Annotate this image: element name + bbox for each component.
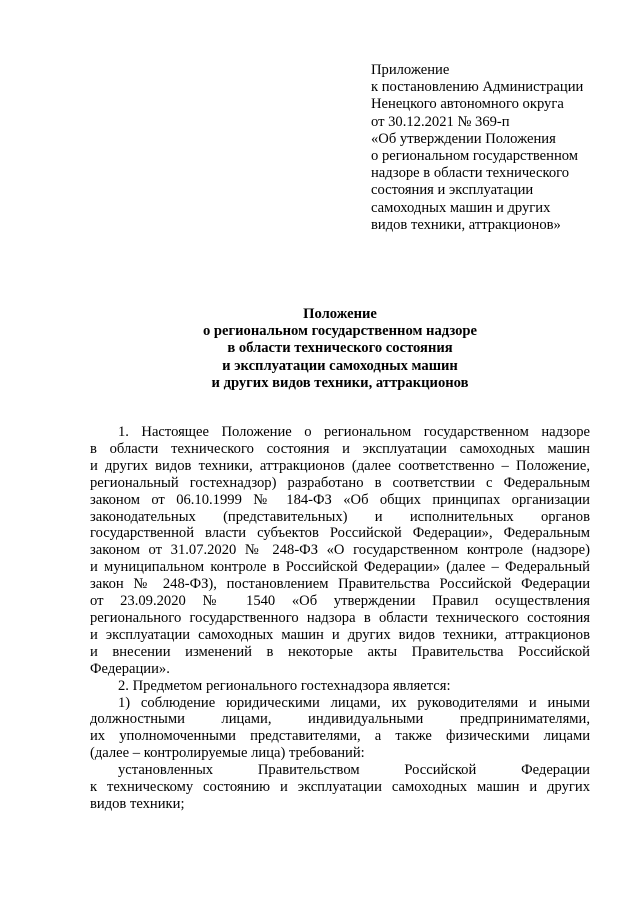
body-line: государственной власти субъектов Российской Федерации», Федеральным [90,525,590,542]
title-line: о региональном государственном надзоре [202,323,477,340]
body-line: Федерации». [90,660,170,677]
body-line: 1. Настоящее Положение о региональном государственном надзоре [118,424,590,440]
appendix-line: к постановлению Администрации [371,79,584,96]
appendix-line: надзоре в области технического [371,165,570,182]
appendix-line: Приложение [371,62,450,78]
body-line: 1) соблюдение юридическими лицами, их руководителями и иными [118,694,590,711]
body-line: их уполномоченными представителями, а также физическими лицами [90,728,590,745]
body-line: законом от 06.10.1999 № 184-ФЗ «Об общих принципах организации [90,491,590,508]
body-line: закон № 248-ФЗ), постановлением Правительства Российской Федерации [90,576,590,593]
body-line: и внесении изменений в некоторые акты Правительства Российской [90,643,590,660]
title-line: в области технического состояния [227,340,453,357]
appendix-line: «Об утверждении Положения [371,130,556,147]
body-line: должностными лицами, индивидуальными предпринимателями, [90,711,590,728]
document-body [90,424,590,813]
appendix-line: видов техники, аттракционов» [371,216,561,233]
body-line: и муниципальном контроле в Российской Федерации» (далее – Федеральный [90,559,590,576]
body-line: от 23.09.2020 № 1540 «Об утверждении Правил осуществления [90,593,590,610]
document-title [90,306,590,392]
body-line: регионального государственного надзора в области технического состояния [90,609,590,626]
appendix-line: Ненецкого автономного округа [371,96,564,113]
body-line: в области технического состояния и эксплуатации самоходных машин [90,440,590,457]
appendix-line: от 30.12.2021 № 369-п [371,113,510,130]
title-line: Положение [303,306,377,322]
body-line: законодательных (представительных) и исполнительных органов [90,508,590,525]
appendix-header [371,62,611,234]
body-line: установленных Правительством Российской Федерации [118,762,590,779]
body-line: и эксплуатации самоходных машин и других видов техники, аттракционов [90,626,590,643]
appendix-line: о региональном государственном [371,148,579,165]
body-line: региональный гостехнадзор) разработано в соответствии с Федеральным [90,474,590,491]
body-line: и других видов техники, аттракционов (далее соответственно – Положение, [90,457,590,474]
body-line: видов техники; [90,795,185,812]
body-line: (далее – контролируемые лица) требований: [90,745,365,762]
title-line: и других видов техники, аттракционов [211,374,469,391]
body-line: к техническому состоянию и эксплуатации самоходных машин и других [90,779,590,796]
body-line: 2. Предметом регионального гостехнадзора является: [118,677,451,694]
body-line: законом от 31.07.2020 № 248-ФЗ «О государственном контроле (надзоре) [90,542,590,559]
appendix-line: состояния и эксплуатации [371,182,534,199]
title-line: и эксплуатации самоходных машин [222,357,458,374]
appendix-line: самоходных машин и других [371,199,551,216]
